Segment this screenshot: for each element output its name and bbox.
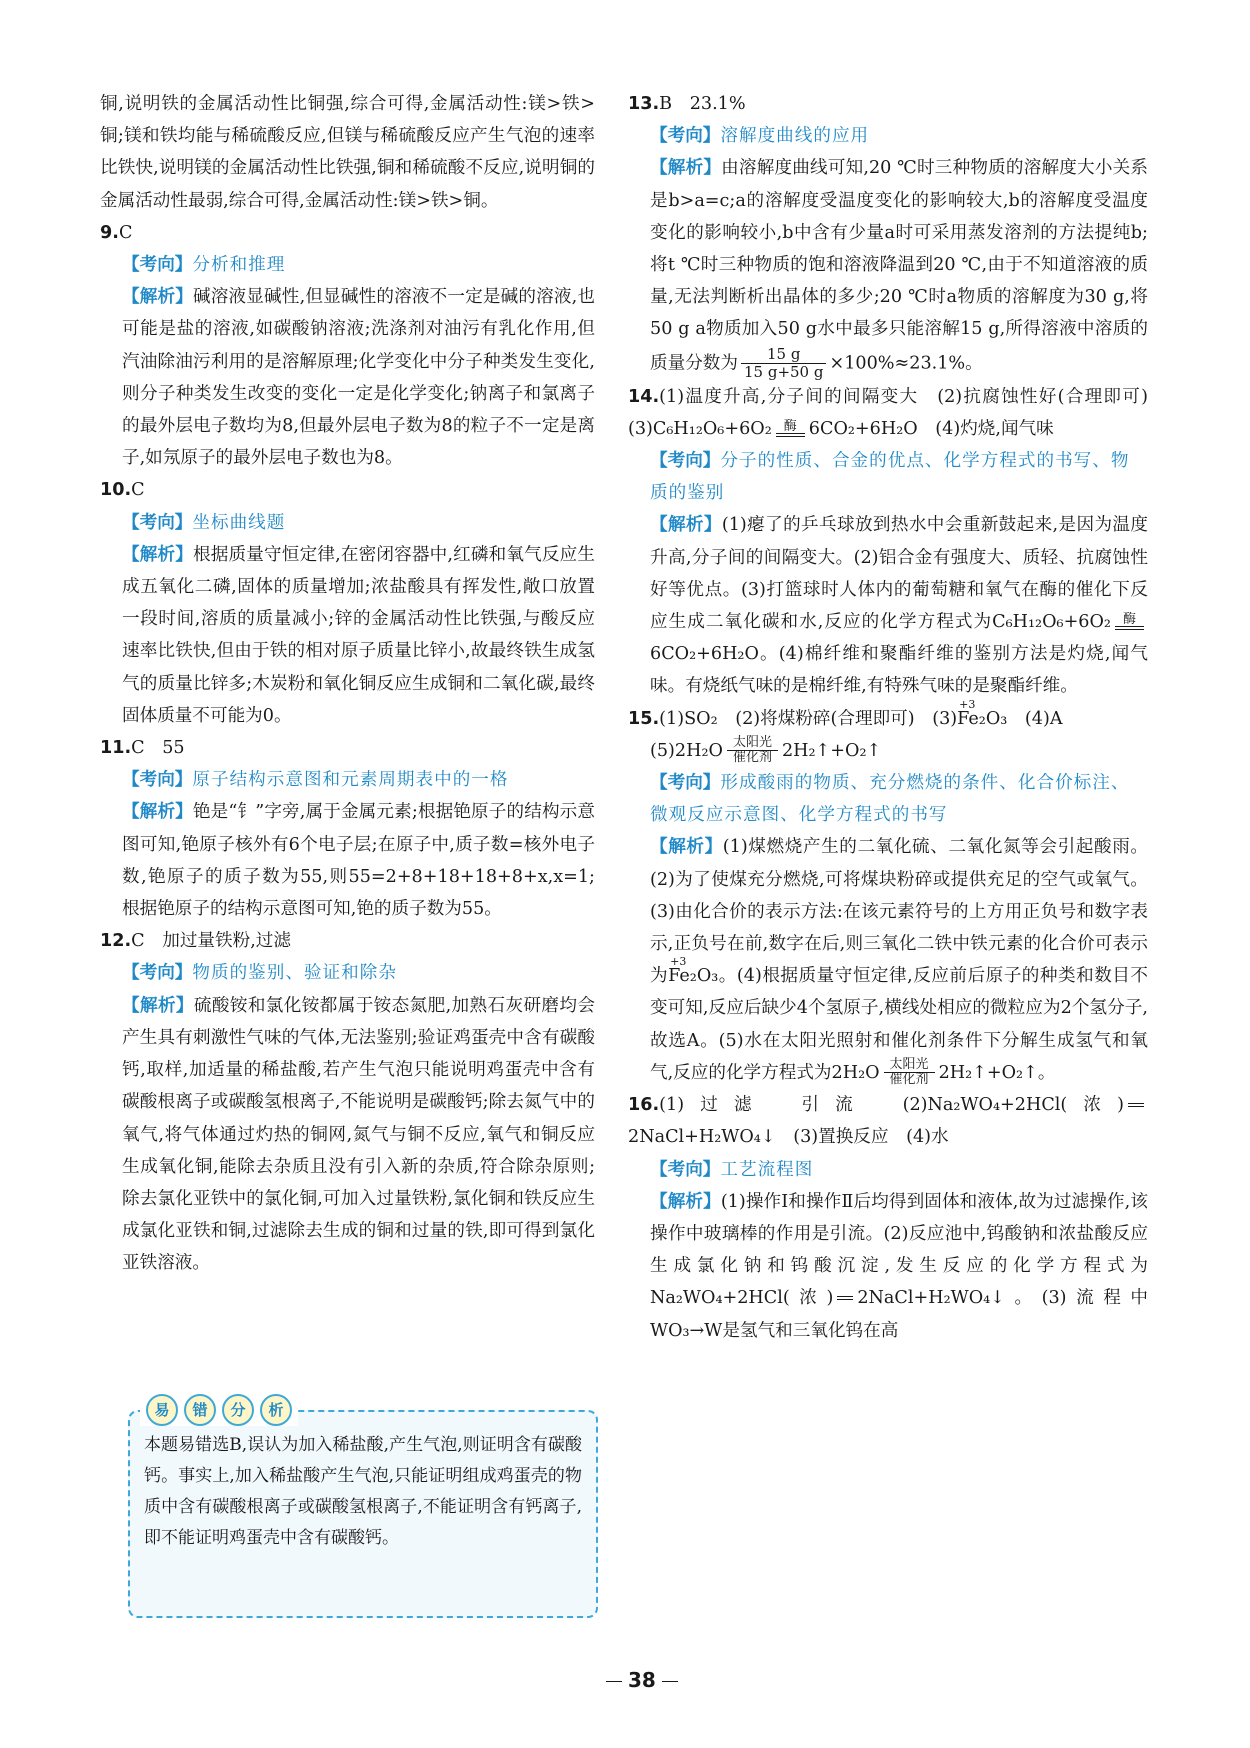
q14-jx-text1: (1)瘪了的乒乓球放到热水中会重新鼓起来,是因为温度升高,分子间的间隔变大。(2)铝合金有强度大、质轻、抗腐蚀性好等优点。(3)打篮球时人体内的葡萄糖和氧气在酶的催化下反应生成二氧化碳和水,反应的化学方程式为C₆H₁₂O₆+6O₂ [650,515,1148,633]
q16-tag-line [628,1154,1148,1186]
q12-tag-label: 【考向】 [122,963,193,984]
q15-tag-line [628,767,1148,831]
condition-bottom-2: 催化剂 [889,1072,929,1088]
q9-explanation [100,281,595,474]
valence-formula-2: Fe₂O₃ [668,966,719,987]
q15-answer-part3: (5)2H₂O [650,740,723,761]
q14-answer-part2: 6CO₂+6H₂O (4)灼烧,闻气味 [808,418,1054,439]
enzyme-label-2: 酶 [1122,612,1136,628]
page-number: 38 [600,1668,684,1692]
q12-jx-text: 硫酸铵和氯化铵都属于铵态氮肥,加熟石灰研磨均会产生具有刺激性气味的气体,无法鉴别;验证鸡蛋壳中含有碳酸钙,取样,加适量的稀盐酸,若产生气泡只能说明鸡蛋壳中含有碳酸根离子或碳酸氢根离子,不能说明是碳酸钙;除去氮气中的氧气,将气体通过灼热的铜网,氮气与铜不反应,氧气和铜反应生成氧化铜,能除去杂质且没有引入新的杂质,符合除杂原则;除去氯化亚铁中的氯化铜,可加入过量铁粉,氯化铜和铁反应生成氯化亚铁和铜,过滤除去生成的铜和过量的铁,即可得到氯化亚铁溶液。 [122,995,595,1274]
q11-jx-text: 铯是“钅”字旁,属于金属元素;根据铯原子的结构示意图可知,铯原子核外有6个电子层;在原子中,质子数=核外电子数,铯原子的质子数为55,则55=2+8+18+18+8+x,x=1;根据铯原子的结构示意图可知,铯的质子数为55。 [122,802,595,920]
enzyme-condition [776,418,805,437]
q13-explanation [628,152,1148,380]
q15-jx-label: 【解析】 [650,837,723,858]
q16-answer-part1: (1)过滤 引流 (2)Na₂WO₄+2HCl(浓) [659,1095,1124,1116]
q11-number: 11. [100,738,132,759]
q16-tag-label: 【考向】 [650,1159,721,1180]
q15-answer-part1: (1)SO₂ (2)将煤粉碎(合理即可) (3) [659,708,958,729]
q9-tag-label: 【考向】 [122,255,193,276]
q16-explanation [628,1186,1148,1347]
q13-answer: B 23.1% [659,94,746,114]
condition-top: 太阳光 [727,736,778,751]
q13-number: 13. [628,94,660,114]
q15-answer-part2: (4)A [1007,708,1063,729]
q15-answer-part4: 2H₂↑+O₂↑ [781,740,882,761]
q10-tag-label: 【考向】 [122,512,193,533]
q15-jx-text2: 。(4)根据质量守恒定律,反应前后原子的种类和数目不变可知,反应后缺少4个氢原子,横线处相应的微粒应为2个氢分子,故选A。(5)水在太阳光照射和催化剂条件下分解生成氢气和氧气,反应的化学方程式为2H₂O [650,966,1148,1083]
q14-tag-label: 【考向】 [650,451,721,472]
fraction-denominator: 15 g+50 g [743,362,824,381]
q12-answer-line [100,925,595,957]
q16-jx-text2: 2NaCl+H₂WO₄↓。(3)流程中WO₃→W是氢气和三氧化钨在高 [650,1288,1149,1341]
enzyme-condition-2 [1115,614,1144,630]
q12-number: 12. [100,931,132,952]
reaction-condition [727,736,778,765]
q10-answer-line [100,474,595,506]
q12-explanation [100,990,595,1280]
q16-number: 16. [628,1095,660,1116]
valence-value: +3 [959,697,976,711]
q16-jx-label: 【解析】 [650,1191,721,1212]
q16-tag-text: 工艺流程图 [720,1159,814,1180]
condition-bottom: 催化剂 [732,750,772,766]
q15-explanation [628,831,1148,1089]
q11-explanation [100,796,595,925]
error-analysis-box [128,1401,598,1618]
q13-answer-line [628,88,1148,120]
q16-answer-line [628,1089,1148,1153]
q14-explanation [628,509,1148,702]
q12-jx-label: 【解析】 [122,995,194,1016]
equals-sign-4 [837,1296,853,1300]
q9-answer-line [100,217,595,249]
q9-number: 9. [100,222,119,243]
q15-number: 15. [628,708,660,729]
q11-tag-label: 【考向】 [122,770,193,791]
right-column [628,88,1166,1347]
error-analysis-text: 本题易错选B,误认为加入稀盐酸,产生气泡,则证明含有碳酸钙。事实上,加入稀盐酸产生气泡,只能证明组成鸡蛋壳的物质中含有碳酸根离子或碳酸氢根离子,不能证明含有钙离子,即不能证明鸡蛋壳中含有碳酸钙。 [144,1435,582,1548]
q14-jx-text2: 6CO₂+6H₂O。(4)棉纤维和聚酯纤维的鉴别方法是灼烧,闻气味。有烧纸气味的是棉纤维,有特殊气味的是聚酯纤维。 [650,644,1148,697]
q11-jx-label: 【解析】 [122,802,193,823]
q16-jx-text1: (1)操作Ⅰ和操作Ⅱ后均得到固体和液体,故为过滤操作,该操作中玻璃棒的作用是引流。(2)反应池中,钨酸钠和浓盐酸反应生成氯化钠和钨酸沉淀,发生反应的化学方程式为Na₂WO₄+2HCl(浓) [650,1191,1148,1309]
q11-answer: C 55 [131,738,185,759]
q14-jx-label: 【解析】 [650,515,722,536]
equals-condition [1128,1103,1144,1107]
valence-formula: Fe₂O₃ [957,708,1008,729]
q13-tag-label: 【考向】 [650,126,721,147]
q10-explanation [100,539,595,732]
q11-tag-text: 原子结构示意图和元素周期表中的一格 [192,770,509,791]
valence-label [957,697,1008,735]
q13-tag-line [628,120,1148,152]
q10-number: 10. [100,480,132,501]
q13-tail: ×100%≈23.1%。 [829,353,983,374]
enzyme-label: 酶 [783,418,797,434]
q11-answer-line [100,732,595,764]
q14-answer-part1: (1)温度升高,分子间的间隔变大 (2)抗腐蚀性好(合理即可) (3)C₆H₁₂O₆+6O₂ [628,386,1166,439]
q13-jx-text: 由溶解度曲线可知,20 ℃时三种物质的溶解度大小关系是b>a=c;a的溶解度受温度变化的影响较大,b的溶解度受温度变化的影响较小,b中含有少量a时可采用蒸发溶剂的方法提纯b;将t ℃时三种物质的饱和溶液降温到20 ℃,由于不知道溶液的质量,无法判断析出晶体的多少;20 ℃时a物质的溶解度为30 g,将50 g a物质加入50 g水中最多只能溶解15 g,所得溶液中溶质的质量分数为 [650,158,1148,374]
error-analysis-title [140,1394,298,1426]
q9-answer: C [118,222,133,243]
intro-paragraph: 铜,说明铁的金属活动性比铜强,综合可得,金属活动性:镁>铁>铜;镁和铁均能与稀硫酸反应,但镁与稀硫酸反应产生气泡的速率比铁快,说明镁的金属活动性比铁强,铜和稀硫酸不反应,说明铜的金属活动性最弱,综合可得,金属活动性:镁>铁>铜。 [100,94,595,211]
fraction-numerator: 15 g [741,346,826,364]
q10-jx-label: 【解析】 [122,544,194,565]
q15-answer-line [628,697,1148,735]
q13-jx-label: 【解析】 [650,158,722,179]
q9-jx-text: 碱溶液显碱性,但显碱性的溶液不一定是碱的溶液,也可能是盐的溶液,如碳酸钠溶液;洗涤剂对油污有乳化作用,但汽油除油污利用的是溶解原理;化学变化中分子种类发生变化,则分子种类发生改变的变化一定是化学变化;钠离子和氯离子的最外层电子数均为8,但最外层电子数为8的粒子不一定是离子,如氖原子的最外层电子数也为8。 [122,287,595,469]
q15-tag-text: 形成酸雨的物质、充分燃烧的条件、化合价标注、微观反应示意图、化学方程式的书写 [650,773,1130,826]
q13-fraction [741,346,826,381]
q15-answer-line2 [628,735,1148,767]
q14-tag-line [628,445,1148,509]
equals-sign-3 [1128,1103,1144,1107]
q12-answer: C 加过量铁粉,过滤 [131,931,291,952]
q9-jx-label: 【解析】 [122,287,194,308]
q10-jx-text: 根据质量守恒定律,在密闭容器中,红磷和氧气反应生成五氧化二磷,固体的质量增加;浓盐酸具有挥发性,敞口放置一段时间,溶质的质量减小;锌的金属活动性比铁强,与酸反应速率比铁快,但由于铁的相对原子质量比锌小,故最终铁生成氢气的质量比锌多;木炭粉和氧化铜反应生成铜和二氧化碳,最终固体质量不可能为0。 [122,544,595,726]
q14-tag-text: 分子的性质、合金的优点、化学方程式的书写、物质的鉴别 [650,451,1130,504]
valence-label-2 [668,955,719,992]
title-char-4: 析 [260,1394,292,1426]
q15-tag-label: 【考向】 [650,773,721,794]
valence-value-2: +3 [670,955,687,969]
q15-jx-text1: (1)煤燃烧产生的二氧化硫、二氧化氮等会引起酸雨。(2)为了使煤充分燃烧,可将煤块粉碎或提供充足的空气或氧气。(3)由化合价的表示方法:在该元素符号的上方用正负号和数字表示,正负号在前,数字在后,则三氧化二铁中铁元素的化合价可表示为 [650,837,1148,987]
equals-condition-2 [837,1296,853,1300]
title-char-3: 分 [222,1394,254,1426]
q10-tag-line [100,507,595,539]
q9-tag-line [100,249,595,281]
q13-tag-text: 溶解度曲线的应用 [720,126,870,147]
left-column [100,88,595,1280]
q10-tag-text: 坐标曲线题 [192,512,286,533]
q14-answer-line [628,381,1166,445]
q11-tag-line [100,764,595,796]
q15-jx-text3: 2H₂↑+O₂↑。 [938,1062,1056,1083]
q10-answer: C [131,480,145,501]
q12-tag-line [100,957,595,989]
condition-top-2: 太阳光 [884,1058,935,1073]
q12-tag-text: 物质的鉴别、验证和除杂 [192,963,397,984]
q9-tag-text: 分析和推理 [192,255,286,276]
title-char-1: 易 [146,1394,178,1426]
reaction-condition-2 [884,1058,935,1087]
title-char-2: 错 [184,1394,216,1426]
q14-number: 14. [628,386,660,407]
q16-answer-part2: 2NaCl+H₂WO₄↓ (3)置换反应 (4)水 [628,1127,949,1148]
